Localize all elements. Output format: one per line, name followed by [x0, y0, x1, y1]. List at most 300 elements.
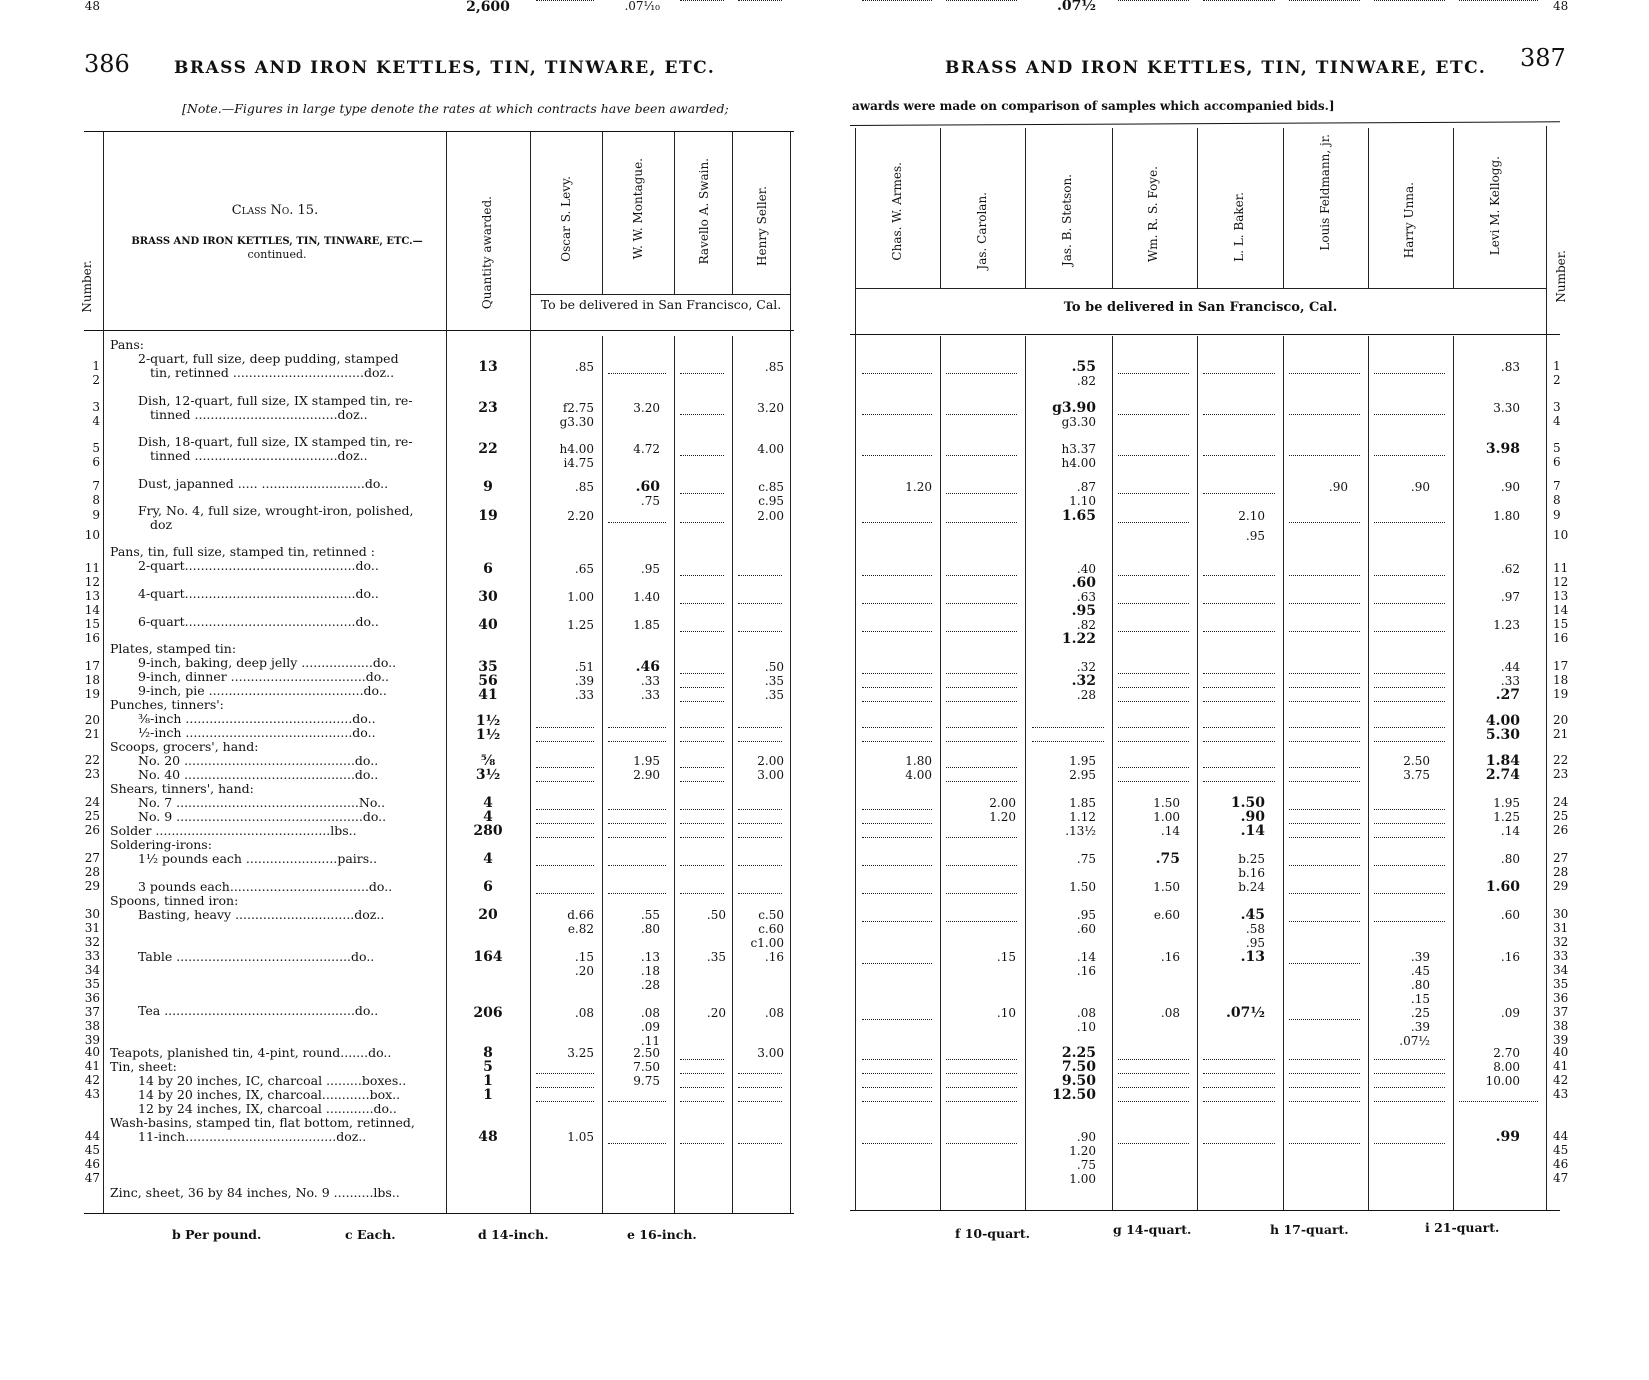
footnote: b Per pound. — [172, 1227, 262, 1242]
empty-cell-leader — [536, 1087, 594, 1088]
empty-cell-leader — [1374, 823, 1445, 824]
bid-value: c.85 — [758, 480, 784, 494]
bid-value: 1.80 — [1493, 509, 1520, 523]
footnote: d 14-inch. — [478, 1227, 549, 1242]
bid-value: .95 — [1071, 603, 1096, 619]
row-number: 47 — [1553, 1171, 1569, 1185]
bid-value: .16 — [1500, 950, 1520, 964]
quantity-awarded: 23 — [478, 400, 498, 416]
bid-value: .08 — [1076, 1006, 1096, 1020]
bid-value: .80 — [1410, 978, 1430, 992]
bid-value: .08 — [574, 1006, 594, 1020]
empty-cell-leader — [1203, 493, 1275, 494]
row-number: 5 — [92, 441, 100, 455]
empty-cell-leader — [1289, 1143, 1360, 1144]
row-number: 1 — [92, 359, 100, 373]
row-number: 2 — [92, 373, 100, 387]
bidder-header: Louis Feldmann, jr. — [1318, 134, 1332, 251]
empty-cell-leader — [862, 575, 932, 576]
empty-cell-leader — [1374, 1101, 1445, 1102]
empty-cell-leader — [738, 575, 782, 576]
empty-cell-leader — [1289, 1059, 1360, 1060]
row-number: 5 — [1553, 441, 1561, 455]
quantity-awarded: 20 — [478, 907, 498, 923]
quantity-awarded: 22 — [478, 441, 498, 457]
empty-cell-leader — [1289, 455, 1360, 456]
empty-cell-leader — [680, 1087, 724, 1088]
bid-value: .45 — [1410, 964, 1430, 978]
empty-cell-leader — [946, 1059, 1017, 1060]
empty-cell-leader — [1374, 727, 1445, 728]
bid-value: .16 — [1076, 964, 1096, 978]
empty-cell-leader — [738, 1087, 782, 1088]
item-description: 1½ pounds each .......................pairs.. — [138, 851, 378, 866]
bid-value: 7.50 — [633, 1060, 660, 1074]
bid-value: .82 — [1076, 374, 1096, 388]
bid-value: .99 — [1495, 1129, 1520, 1145]
empty-cell-leader — [1289, 1087, 1360, 1088]
row-number: 22 — [1553, 753, 1569, 767]
bid-value: 4.00 — [757, 442, 784, 456]
bid-value: .44 — [1500, 660, 1520, 674]
empty-cell-leader — [680, 673, 724, 674]
bid-value: g3.30 — [1061, 415, 1096, 429]
row-number: 43 — [1553, 1087, 1569, 1101]
empty-cell-leader — [1374, 603, 1445, 604]
empty-cell-leader — [946, 1101, 1017, 1102]
empty-cell-leader — [946, 493, 1017, 494]
empty-cell-leader — [1289, 809, 1360, 810]
row-number: 3 — [1553, 400, 1561, 414]
row-number: 14 — [1553, 603, 1569, 617]
empty-cell-leader — [1374, 631, 1445, 632]
empty-cell-leader — [738, 865, 782, 866]
item-description: 9-inch, baking, deep jelly ..................do.. — [138, 655, 397, 670]
page-number-left: 386 — [84, 50, 130, 78]
empty-cell-leader — [1289, 687, 1360, 688]
empty-cell-leader — [738, 809, 782, 810]
col-rule — [732, 132, 733, 294]
empty-cell-leader — [1289, 741, 1360, 742]
empty-cell-leader — [946, 575, 1017, 576]
bid-value: 3.25 — [567, 1046, 594, 1060]
row-number: 1 — [1553, 359, 1561, 373]
empty-cell-leader — [1118, 727, 1189, 728]
empty-cell-leader — [608, 522, 666, 523]
empty-cell-leader — [680, 0, 724, 1]
bid-value: .50 — [706, 908, 726, 922]
bid-value: .90 — [1240, 809, 1265, 825]
empty-cell-leader — [608, 823, 666, 824]
empty-cell-leader — [1203, 414, 1275, 415]
empty-cell-leader — [1203, 1101, 1275, 1102]
empty-cell-leader — [1289, 921, 1360, 922]
empty-cell-leader — [1118, 781, 1189, 782]
bid-value: .28 — [1076, 688, 1096, 702]
empty-cell-leader — [862, 921, 932, 922]
bid-value: b.24 — [1238, 880, 1265, 894]
bid-value: 1.20 — [1069, 1144, 1096, 1158]
bid-value: .80 — [640, 922, 660, 936]
item-description: No. 9 ...............................................do.. — [138, 809, 387, 824]
row-number: 36 — [1553, 991, 1569, 1005]
empty-cell-leader — [946, 837, 1017, 838]
empty-cell-leader — [1118, 1143, 1189, 1144]
table-bottom-rule-right — [850, 1210, 1560, 1211]
bid-value: h4.00 — [559, 442, 594, 456]
col-rule — [602, 132, 603, 294]
header-bottom-rule-right — [850, 334, 1560, 335]
empty-cell-leader — [1374, 414, 1445, 415]
row-number: 45 — [84, 1143, 100, 1157]
item-description: Pans, tin, full size, stamped tin, retinned : — [110, 544, 375, 559]
empty-cell-leader — [1374, 837, 1445, 838]
quantity-awarded: 6 — [483, 561, 493, 577]
bidder-header: Chas. W. Armes. — [890, 162, 904, 261]
footnote: f 10-quart. — [955, 1226, 1030, 1241]
row-number: 30 — [1553, 907, 1569, 921]
row-number: 10 — [84, 528, 100, 542]
empty-cell-leader — [1118, 0, 1189, 1]
bid-value: c1.00 — [750, 936, 784, 950]
empty-cell-leader — [1118, 687, 1189, 688]
empty-cell-leader — [1374, 701, 1445, 702]
quantity-awarded: 9 — [483, 479, 493, 495]
empty-cell-leader — [536, 0, 594, 1]
bid-value: h4.00 — [1061, 456, 1096, 470]
row-number: 22 — [84, 753, 100, 767]
bid-value: .33 — [574, 688, 594, 702]
footnote: i 21-quart. — [1425, 1220, 1500, 1235]
bid-value: 2.50 — [633, 1046, 660, 1060]
empty-cell-leader — [1203, 767, 1275, 768]
col-rule — [790, 132, 791, 1213]
table-top-rule — [84, 131, 794, 132]
row-number: 18 — [1553, 673, 1569, 687]
bid-value: .46 — [635, 659, 660, 675]
bid-value: .65 — [574, 562, 594, 576]
bid-value: 1.60 — [1485, 879, 1520, 895]
quantity-awarded: 280 — [473, 823, 503, 839]
empty-cell-leader — [862, 893, 932, 894]
col-rule — [1368, 336, 1369, 1210]
bid-value: .20 — [574, 964, 594, 978]
item-description: 12 by 24 inches, IX, charcoal ............do.. — [138, 1101, 397, 1116]
bid-value: 1.50 — [1153, 880, 1180, 894]
quantity-awarded: 1½ — [475, 727, 501, 743]
bid-value: 1.12 — [1069, 810, 1096, 824]
empty-cell-leader — [946, 767, 1017, 768]
row-number: 25 — [1553, 809, 1569, 823]
bid-value: .10 — [1076, 1020, 1096, 1034]
bid-value: .85 — [574, 480, 594, 494]
empty-cell-leader — [738, 631, 782, 632]
empty-cell-leader — [946, 727, 1017, 728]
row-number: 21 — [84, 727, 100, 741]
bidder-header: Wm. R. S. Foye. — [1146, 166, 1160, 263]
item-description: 9-inch, dinner ..................................do.. — [138, 669, 390, 684]
item-description: tin, retinned .................................doz.. — [150, 365, 395, 380]
col-rule — [1112, 128, 1113, 288]
bid-value: d.66 — [567, 908, 594, 922]
row-number: 19 — [1553, 687, 1569, 701]
bid-value: .07½ — [1399, 1034, 1430, 1048]
empty-cell-leader — [946, 921, 1017, 922]
empty-cell-leader — [1374, 1059, 1445, 1060]
empty-cell-leader — [608, 741, 666, 742]
delivery-rule — [530, 294, 790, 295]
empty-cell-leader — [946, 1087, 1017, 1088]
bid-value: .63 — [1076, 590, 1096, 604]
empty-cell-leader — [738, 823, 782, 824]
empty-cell-leader — [862, 603, 932, 604]
row-number: 24 — [1553, 795, 1569, 809]
bid-value: c.95 — [758, 494, 784, 508]
empty-cell-leader — [1203, 575, 1275, 576]
empty-cell-leader — [1203, 673, 1275, 674]
bid-value: 1.23 — [1493, 618, 1520, 632]
empty-cell-leader — [536, 767, 594, 768]
bid-value: 1.50 — [1069, 880, 1096, 894]
empty-cell-leader — [1289, 1019, 1360, 1020]
empty-cell-leader — [680, 727, 724, 728]
col-rule — [103, 132, 104, 1213]
row-number: 26 — [84, 823, 100, 837]
empty-cell-leader — [1289, 865, 1360, 866]
bid-value: 7.50 — [1061, 1059, 1096, 1075]
empty-cell-leader — [1118, 603, 1189, 604]
bid-value: g3.30 — [559, 415, 594, 429]
item-description: tinned ....................................doz.. — [150, 448, 368, 463]
empty-cell-leader — [1289, 0, 1360, 1]
empty-cell-leader — [738, 603, 782, 604]
bid-value: 1.10 — [1069, 494, 1096, 508]
bid-value: .33 — [640, 674, 660, 688]
bid-value: .08 — [1160, 1006, 1180, 1020]
empty-cell-leader — [1118, 455, 1189, 456]
quantity-awarded: 30 — [478, 589, 498, 605]
empty-cell-leader — [536, 1073, 594, 1074]
row-number: 41 — [1553, 1059, 1569, 1073]
row-number: 28 — [84, 865, 100, 879]
bid-value: c.50 — [758, 908, 784, 922]
row-number: 17 — [1553, 659, 1569, 673]
empty-cell-leader — [1374, 522, 1445, 523]
empty-cell-leader — [1032, 727, 1104, 728]
item-description: Fry, No. 4, full size, wrought-iron, polished, — [138, 503, 414, 518]
bid-value: .75 — [640, 494, 660, 508]
bid-value: .51 — [574, 660, 594, 674]
item-description: Wash-basins, stamped tin, flat bottom, retinned, — [110, 1115, 415, 1130]
row-number: 9 — [92, 508, 100, 522]
item-description: Teapots, planished tin, 4-pint, round.......do.. — [110, 1045, 392, 1060]
bid-value: c.60 — [758, 922, 784, 936]
row-number: 40 — [84, 1045, 100, 1059]
table-top-rule-right — [850, 121, 1560, 126]
item-description: 3 pounds each...................................do.. — [138, 879, 393, 894]
empty-cell-leader — [738, 1101, 782, 1102]
row-number: 7 — [1553, 479, 1561, 493]
empty-cell-leader — [862, 631, 932, 632]
empty-cell-leader — [608, 837, 666, 838]
col-rule — [1453, 128, 1454, 288]
empty-cell-leader — [1203, 0, 1275, 1]
item-description: 9-inch, pie .......................................do.. — [138, 683, 387, 698]
empty-cell-leader — [1118, 1073, 1189, 1074]
bid-value: 1.20 — [905, 480, 932, 494]
bid-value: 10.00 — [1485, 1074, 1520, 1088]
bidder-header: W. W. Montague. — [631, 158, 645, 260]
bid-value: 2.95 — [1069, 768, 1096, 782]
empty-cell-leader — [1289, 837, 1360, 838]
bid-value: 5.30 — [1485, 727, 1520, 743]
item-description: 2-quart, full size, deep pudding, stamped — [138, 351, 399, 366]
bid-value: .45 — [1240, 907, 1265, 923]
bid-value: .15 — [574, 950, 594, 964]
item-description: Dust, japanned ..... ..........................do.. — [138, 476, 389, 491]
empty-cell-leader — [738, 727, 782, 728]
empty-cell-leader — [1203, 781, 1275, 782]
empty-cell-leader — [608, 1101, 666, 1102]
empty-cell-leader — [862, 687, 932, 688]
row-number: 3 — [92, 400, 100, 414]
item-description: Dish, 12-quart, full size, IX stamped tin, re- — [138, 393, 413, 408]
quantity-awarded: 3½ — [475, 767, 501, 783]
col-rule — [855, 128, 856, 1210]
row-number: 28 — [1553, 865, 1569, 879]
empty-cell-leader — [536, 727, 594, 728]
row-number: 21 — [1553, 727, 1569, 741]
bid-value: b.25 — [1238, 852, 1265, 866]
bid-value: .39 — [1410, 1020, 1430, 1034]
item-description: tinned ....................................doz.. — [150, 407, 368, 422]
empty-cell-leader — [680, 493, 724, 494]
empty-cell-leader — [946, 673, 1017, 674]
empty-cell-leader — [1374, 893, 1445, 894]
empty-cell-leader — [1118, 701, 1189, 702]
bid-value: 2.74 — [1485, 767, 1520, 783]
bid-value: 2.70 — [1493, 1046, 1520, 1060]
item-description: Plates, stamped tin: — [110, 641, 237, 656]
item-description: Soldering-irons: — [110, 837, 212, 852]
class-continued: continued. — [247, 248, 307, 261]
empty-cell-leader — [862, 823, 932, 824]
quantity-awarded: 56 — [478, 673, 498, 689]
bid-value: .39 — [1410, 950, 1430, 964]
empty-cell-leader — [1289, 701, 1360, 702]
delivery-rule-right — [855, 288, 1546, 289]
bid-value: .09 — [640, 1020, 660, 1034]
empty-cell-leader — [738, 837, 782, 838]
col-rule — [602, 336, 603, 1213]
bid-value: 2.00 — [757, 754, 784, 768]
empty-cell-leader — [1203, 1059, 1275, 1060]
footnote: h 17-quart. — [1270, 1222, 1349, 1237]
bid-value: 3.00 — [757, 768, 784, 782]
empty-cell-leader — [1374, 687, 1445, 688]
empty-cell-leader — [1289, 414, 1360, 415]
col-rule — [732, 336, 733, 1213]
bid-value: 2.00 — [989, 796, 1016, 810]
item-description: Solder ............................................lbs.. — [110, 823, 357, 838]
empty-cell-leader — [680, 767, 724, 768]
row-number: 34 — [1553, 963, 1569, 977]
empty-cell-leader — [1459, 0, 1538, 1]
empty-cell-leader — [1203, 727, 1275, 728]
row-number: 4 — [92, 414, 100, 428]
row-number: 39 — [84, 1033, 100, 1047]
bid-value: 3.75 — [1403, 768, 1430, 782]
quantity-awarded: 4 — [483, 851, 493, 867]
bid-value: 3.20 — [757, 401, 784, 415]
item-description: Tea ................................................do.. — [138, 1003, 379, 1018]
bid-value: .13½ — [1065, 824, 1096, 838]
row-number: 33 — [84, 949, 100, 963]
empty-cell-leader — [1289, 603, 1360, 604]
empty-cell-leader — [1289, 767, 1360, 768]
row-number: 27 — [84, 851, 100, 865]
quantity-awarded: 13 — [478, 359, 498, 375]
empty-cell-leader — [738, 1143, 782, 1144]
empty-cell-leader — [1203, 1073, 1275, 1074]
bid-value: 1.50 — [1153, 796, 1180, 810]
empty-cell-leader — [1289, 575, 1360, 576]
empty-cell-leader — [862, 0, 932, 1]
quantity-awarded: 41 — [478, 687, 498, 703]
item-description: Spoons, tinned iron: — [110, 893, 239, 908]
empty-cell-leader — [1118, 741, 1189, 742]
empty-cell-leader — [1374, 673, 1445, 674]
item-description: Basting, heavy ..............................doz.. — [138, 907, 385, 922]
bidder-header: Jas. B. Stetson. — [1060, 174, 1074, 267]
bid-value: .62 — [1500, 562, 1520, 576]
bid-value: .18 — [640, 964, 660, 978]
empty-cell-leader — [862, 809, 932, 810]
empty-cell-leader — [680, 373, 724, 374]
bid-value: .08 — [640, 1006, 660, 1020]
bid-value: 9.75 — [633, 1074, 660, 1088]
empty-cell-leader — [1289, 1101, 1360, 1102]
bid-value: 4.72 — [633, 442, 660, 456]
bid-value: .75 — [1076, 852, 1096, 866]
bid-value: .40 — [1076, 562, 1096, 576]
empty-cell-leader — [608, 373, 666, 374]
bid-value: .58 — [1245, 922, 1265, 936]
empty-cell-leader — [1289, 823, 1360, 824]
empty-cell-leader — [1118, 575, 1189, 576]
empty-cell-leader — [680, 1073, 724, 1074]
row-number: 8 — [1553, 493, 1561, 507]
empty-cell-leader — [946, 701, 1017, 702]
empty-cell-leader — [1289, 631, 1360, 632]
row-number: 30 — [84, 907, 100, 921]
bid-value: .97 — [1500, 590, 1520, 604]
row-number: 23 — [84, 767, 100, 781]
empty-cell-leader — [680, 455, 724, 456]
row-number: 11 — [84, 561, 100, 575]
row-number: 12 — [1553, 575, 1569, 589]
bid-value: 2.50 — [1403, 754, 1430, 768]
row-number: 19 — [84, 687, 100, 701]
row-number: 12 — [84, 575, 100, 589]
bid-value: .33 — [1500, 674, 1520, 688]
empty-cell-leader — [536, 1101, 594, 1102]
empty-cell-leader — [862, 673, 932, 674]
row-number: 29 — [84, 879, 100, 893]
item-description: Dish, 18-quart, full size, IX stamped tin, re- — [138, 434, 413, 449]
bid-value: .14 — [1240, 823, 1265, 839]
number-header-left: Number. — [80, 260, 94, 313]
